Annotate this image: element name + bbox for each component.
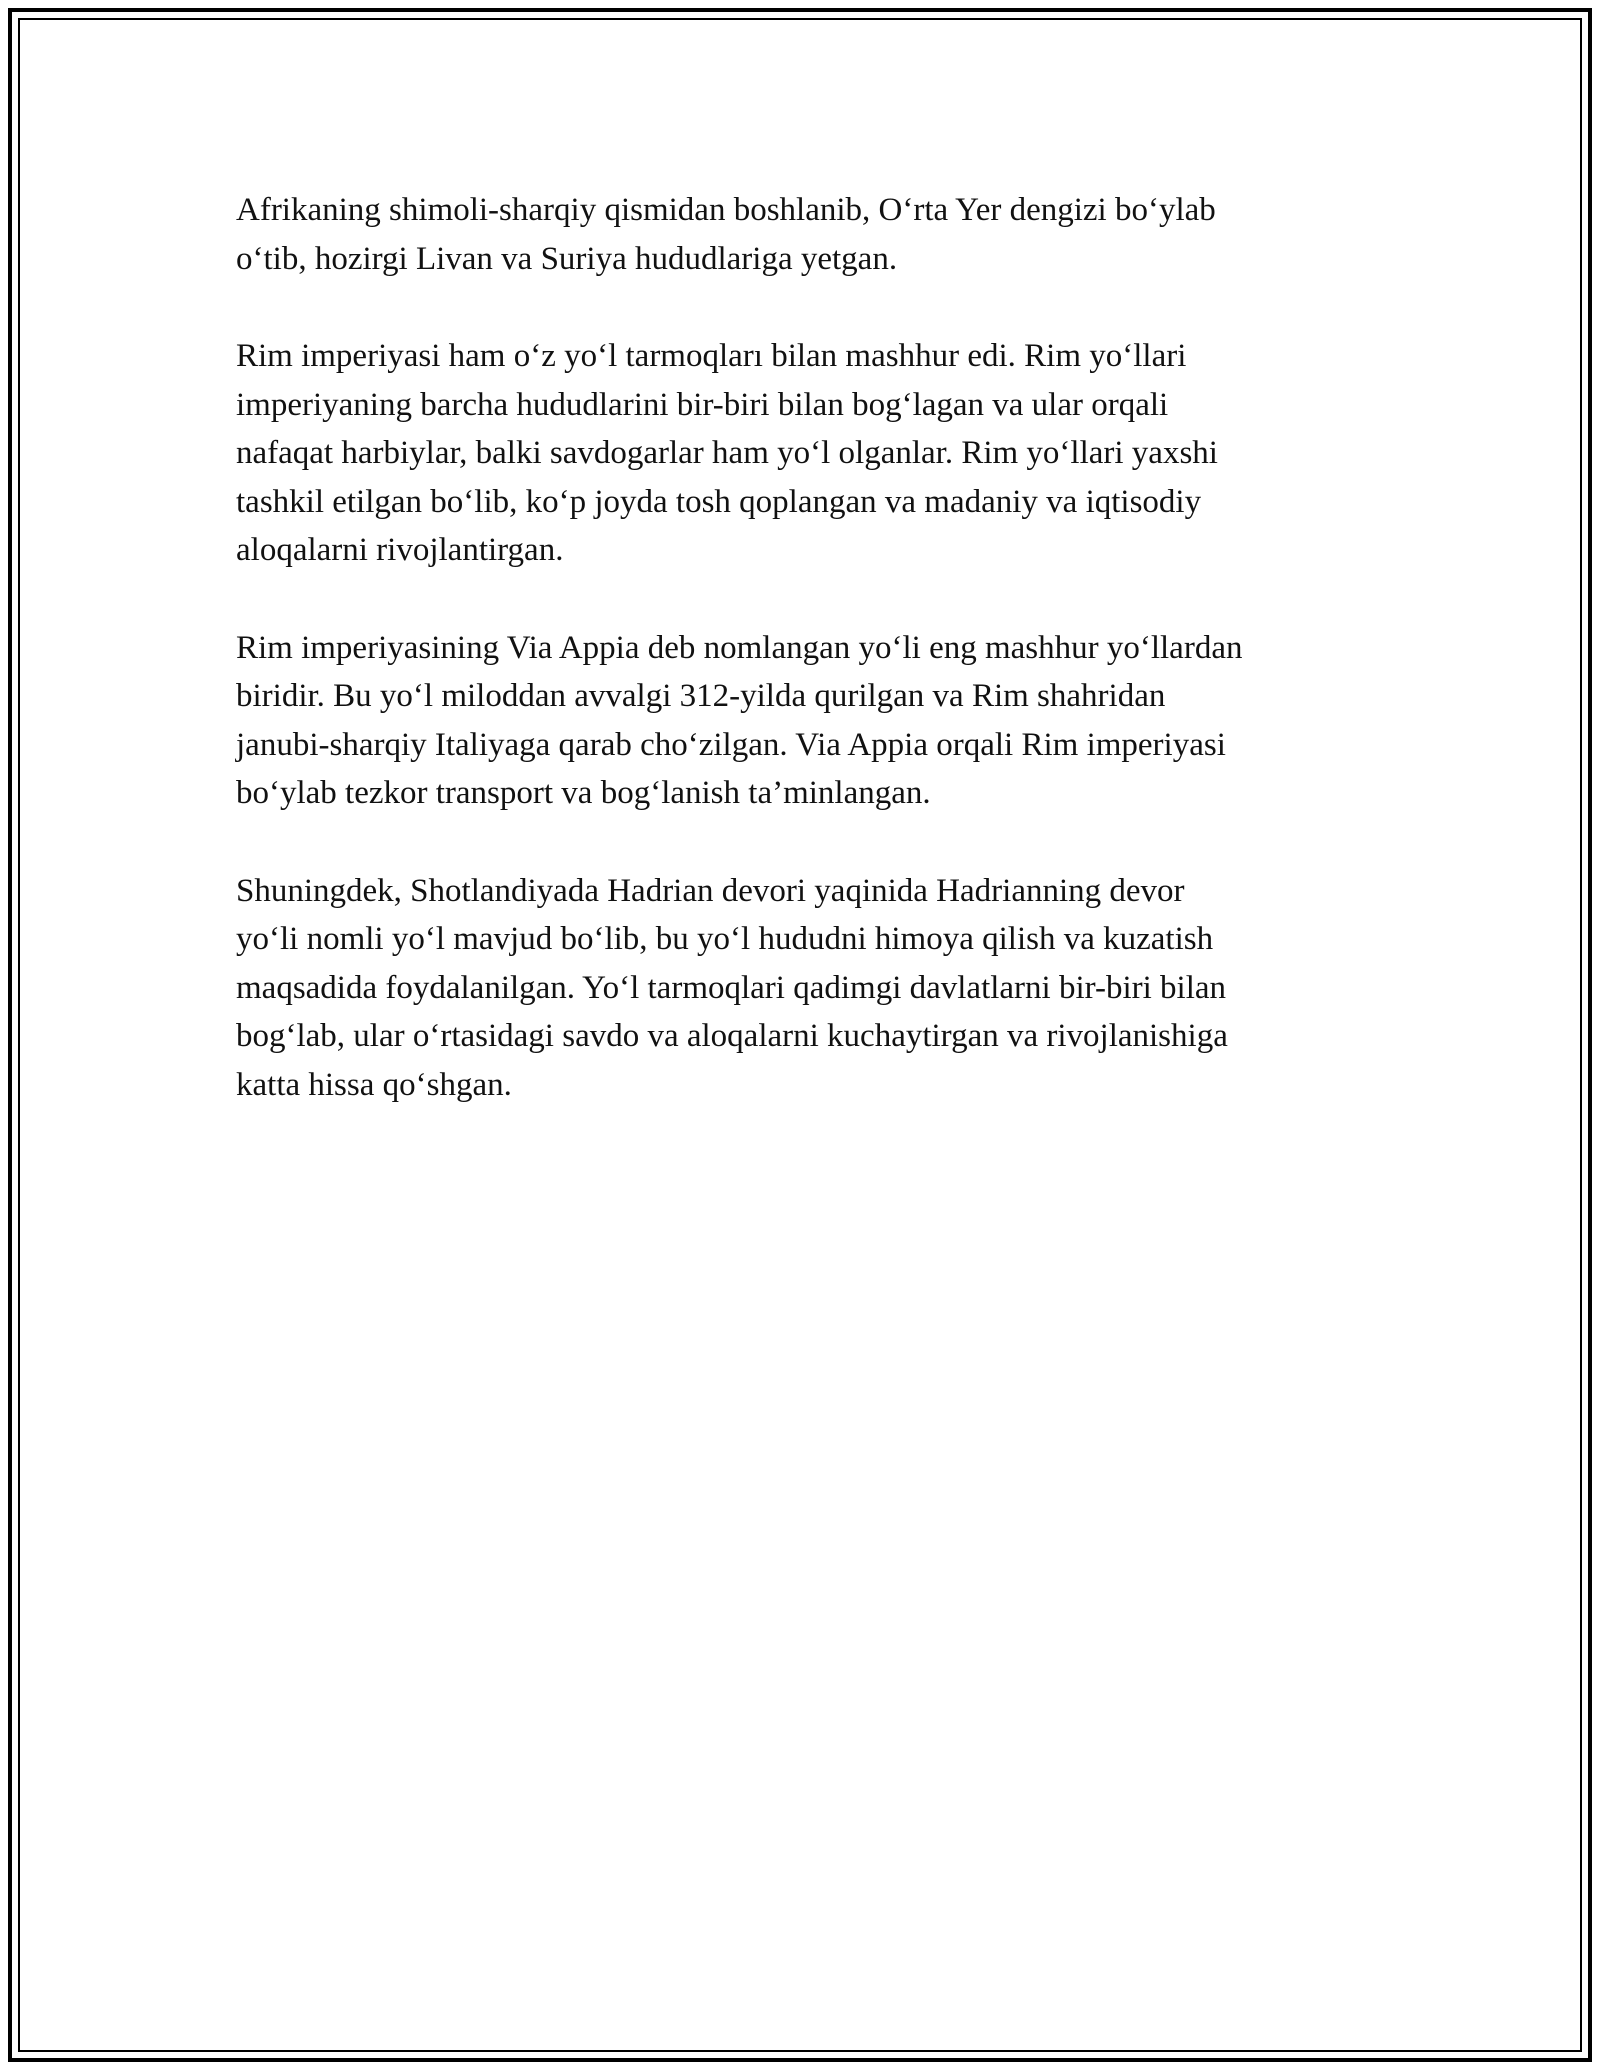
- paragraph-2: Rim imperiyasi ham o‘z yo‘l tarmoqları bilan mashhur edi. Rim yo‘llari imperiyaning barcha hududlarini bir-biri bilan bog‘lagan va ular orqali nafaqat harbiylar, balki savdogarlar ham yo‘l olganlar. Rim yo‘llari yaxshi tashkil etilgan bo‘lib, ko‘p joyda tosh qoplangan va madaniy va iqtisodiy aloqalarni rivojlantirgan.: [236, 338, 1218, 568]
- paragraph-3: Rim imperiyasining Via Appia deb nomlangan yo‘li eng mashhur yo‘llardan biridir. Bu yo‘l miloddan avvalgi 312-yilda qurilgan va Rim shahridan janubi-sharqiy Italiyaga qarab cho‘zilgan. Via Appia orqali Rim imperiyasi bo‘ylab tezkor transport va bog‘lanish ta’minlangan.: [236, 629, 1243, 811]
- document-body: [236, 186, 1376, 1158]
- paragraph-4: Shuningdek, Shotlandiyada Hadrian devori yaqinida Hadrianning devor yo‘li nomli yo‘l mavjud bo‘lib, bu yo‘l hududni himoya qilish va kuzatish maqsadida foydalanilgan. Yo‘l tarmoqlari qadimgi davlatlarni bir-biri bilan bog‘lab, ular o‘rtasidagi savdo va aloqalarni kuchaytirgan va rivojlanishiga katta hissa qo‘shgan.: [236, 872, 1228, 1103]
- paragraph-1: Afrikaning shimoli-sharqiy qismidan boshlanib, O‘rta Yer dengizi bo‘ylab o‘tib, hozirgi Livan va Suriya hududlariga yetgan.: [236, 192, 1216, 277]
